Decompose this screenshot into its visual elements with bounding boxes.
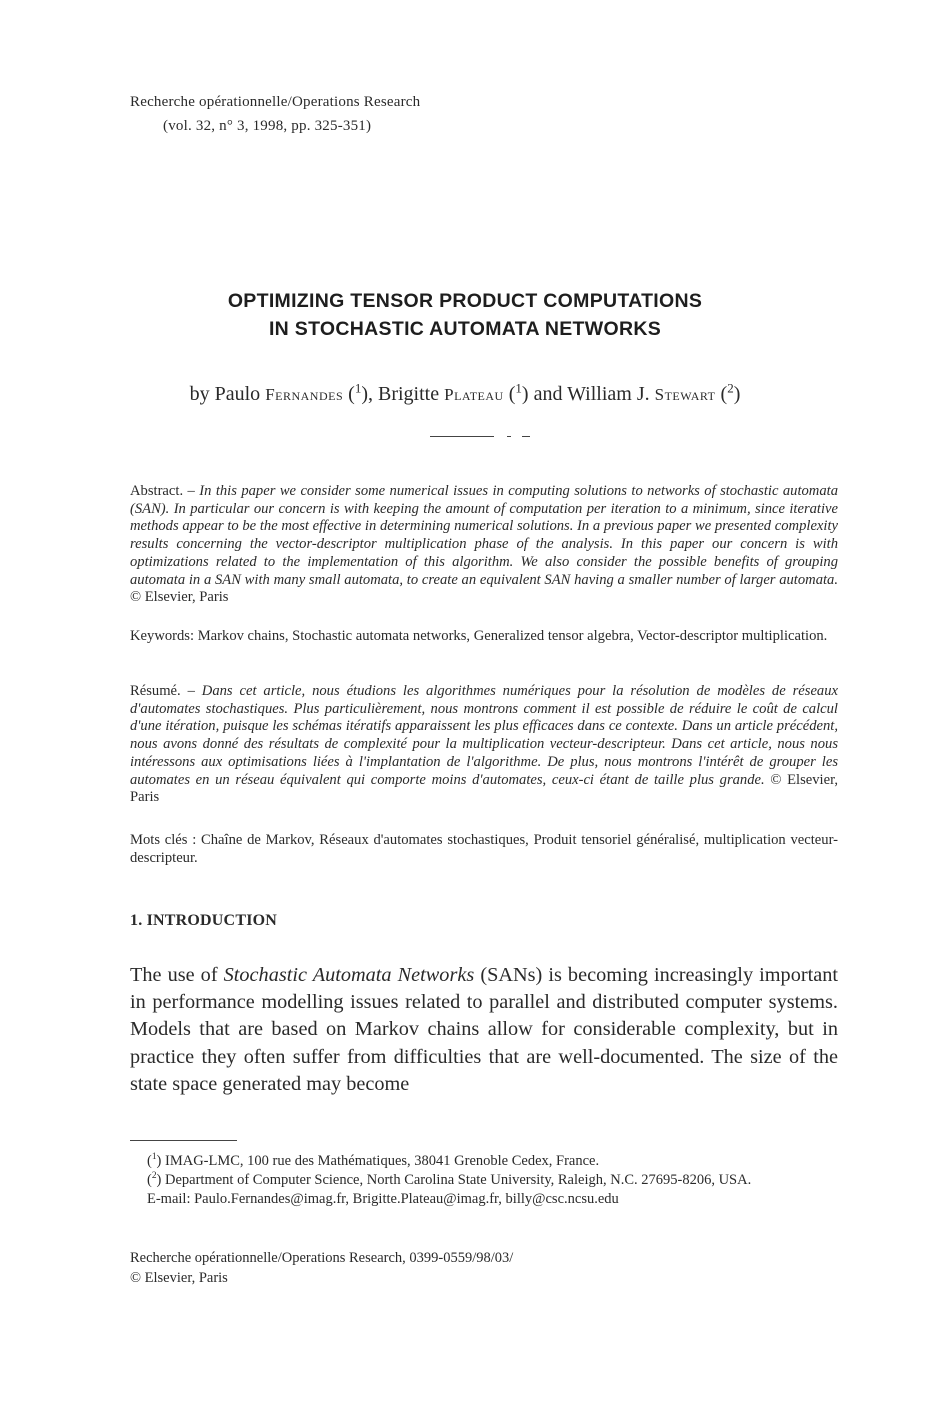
intro-after: (SANs) is becoming increasingly important in performance modelling issues related to parallel and distributed computer systems. Models that are based on Markov chains allow for considerable complexity, but in practice they often suffer from difficulties that are well-documented. The size of the state space generated may become: [130, 964, 838, 1095]
author-1-surname: Fernandes: [265, 385, 344, 404]
paper-title: [0, 287, 930, 343]
footnote-2-mark: 2: [151, 1171, 157, 1182]
mots-cles: [130, 832, 838, 867]
abstract-label: Abstract. –: [130, 483, 195, 499]
intro-before: The use of: [130, 964, 218, 986]
footnote-2: ($^2$) Department of Computer Science, North Carolina State University, Raleigh, N.C. 27695-8206, USA.: [147, 1171, 752, 1188]
footnote-email: E-mail: Paulo.Fernandes@imag.fr, Brigitte.Plateau@imag.fr, billy@csc.ncsu.edu: [147, 1191, 619, 1207]
author-line: by Paulo Fernandes ($^1$), Brigitte Plateau ($^1$) and William J. Stewart ($^2$): [189, 380, 741, 405]
abstract: [130, 483, 838, 607]
journal-header: [130, 90, 420, 138]
intro-emphasis: Stochastic Automata Networks: [223, 964, 475, 986]
journal-volume: (vol. 32, n° 3, 1998, pp. 325-351): [163, 118, 372, 134]
mots-cles-text: Chaîne de Markov, Réseaux d'automates stochastiques, Produit tensoriel généralisé, multiplication vecteur-descripteur.: [130, 832, 838, 866]
abstract-text: In this paper we consider some numerical issues in computing solutions to networks of stochastic automata (SAN). In particular our concern is with keeping the amount of computation per iteration to a minimum, since iterative methods appear to be the most effective in determining numerical solutions. In a previous paper we presented complexity results concerning the vector-descriptor multiplication phase of the analysis. In this paper our concern is with optimizations related to the implementation of this algorithm. We also consider the possible benefits of grouping automata in a SAN with many small automata, to create an equivalent SAN having a smaller number of larger automata.: [130, 483, 838, 588]
author-2-first: Brigitte: [378, 383, 440, 405]
footer-journal: Recherche opérationnelle/Operations Research, 0399-0559/98/03/: [130, 1250, 514, 1266]
author-2-mark: 1: [515, 380, 522, 396]
footnote-1: ($^1$) IMAG-LMC, 100 rue des Mathématiques, 38041 Grenoble Cedex, France.: [147, 1152, 600, 1169]
title-divider: [430, 436, 494, 437]
resume-label: Résumé. –: [130, 683, 195, 699]
footnote-2-text: Department of Computer Science, North Carolina State University, Raleigh, N.C. 27695-8206, USA.: [165, 1172, 752, 1188]
resume-text: Dans cet article, nous étudions les algorithmes numériques pour la résolution de modèles de réseaux d'automates stochastiques. Plus particulièrement, nous montrons comment il est possible de réduire le coût de calcul d'une itération, puisque les schémas itératifs apparaissent les plus efficaces dans ce contexte. Dans un article précédent, nous avons donné des résultats de complexité pour la multiplication vecteur-descripteur. Dans cet article, nous nous intéressons aux optimisations liées à l'implantation de l'algorithme. De plus, nous montrons l'intérêt de grouper les automates en un réseau équivalent qui comporte moins d'automates, ceux-ci étant de taille plus grande.: [130, 683, 838, 788]
keywords-label: Keywords:: [130, 628, 195, 644]
keywords-text: Markov chains, Stochastic automata networks, Generalized tensor algebra, Vector-descriptor multiplication.: [197, 628, 828, 644]
author-3-mark: 2: [727, 380, 734, 396]
title-line-1: OPTIMIZING TENSOR PRODUCT COMPUTATIONS: [227, 290, 703, 312]
author-and: and William J.: [533, 383, 650, 405]
author-1-mark: 1: [354, 380, 362, 396]
page-footer: [130, 1248, 513, 1288]
abstract-copyright: © Elsevier, Paris: [130, 589, 229, 606]
title-divider-dot: [507, 436, 511, 437]
footnote-1-text: IMAG-LMC, 100 rue des Mathématiques, 38041 Grenoble Cedex, France.: [165, 1153, 600, 1169]
author-2-surname: Plateau: [444, 385, 504, 404]
title-line-2: IN STOCHASTIC AUTOMATA NETWORKS: [268, 318, 662, 340]
footnotes: [130, 1152, 838, 1209]
footnote-1-mark: 1: [151, 1152, 157, 1163]
intro-paragraph: [130, 962, 838, 1098]
footer-copyright: © Elsevier, Paris: [130, 1270, 228, 1286]
author-by: by Paulo: [189, 383, 261, 405]
resume: [130, 683, 838, 807]
keywords: [130, 628, 838, 646]
author-3-surname: Stewart: [654, 385, 716, 404]
footnote-rule: [130, 1140, 237, 1141]
title-divider-dash: [522, 436, 530, 437]
resume-copyright: © Elsevier, Paris: [130, 771, 838, 806]
section-heading: 1. INTRODUCTION: [130, 912, 278, 929]
mots-cles-label: Mots clés :: [130, 832, 197, 848]
journal-name: Recherche opérationnelle/Operations Research: [130, 94, 421, 110]
